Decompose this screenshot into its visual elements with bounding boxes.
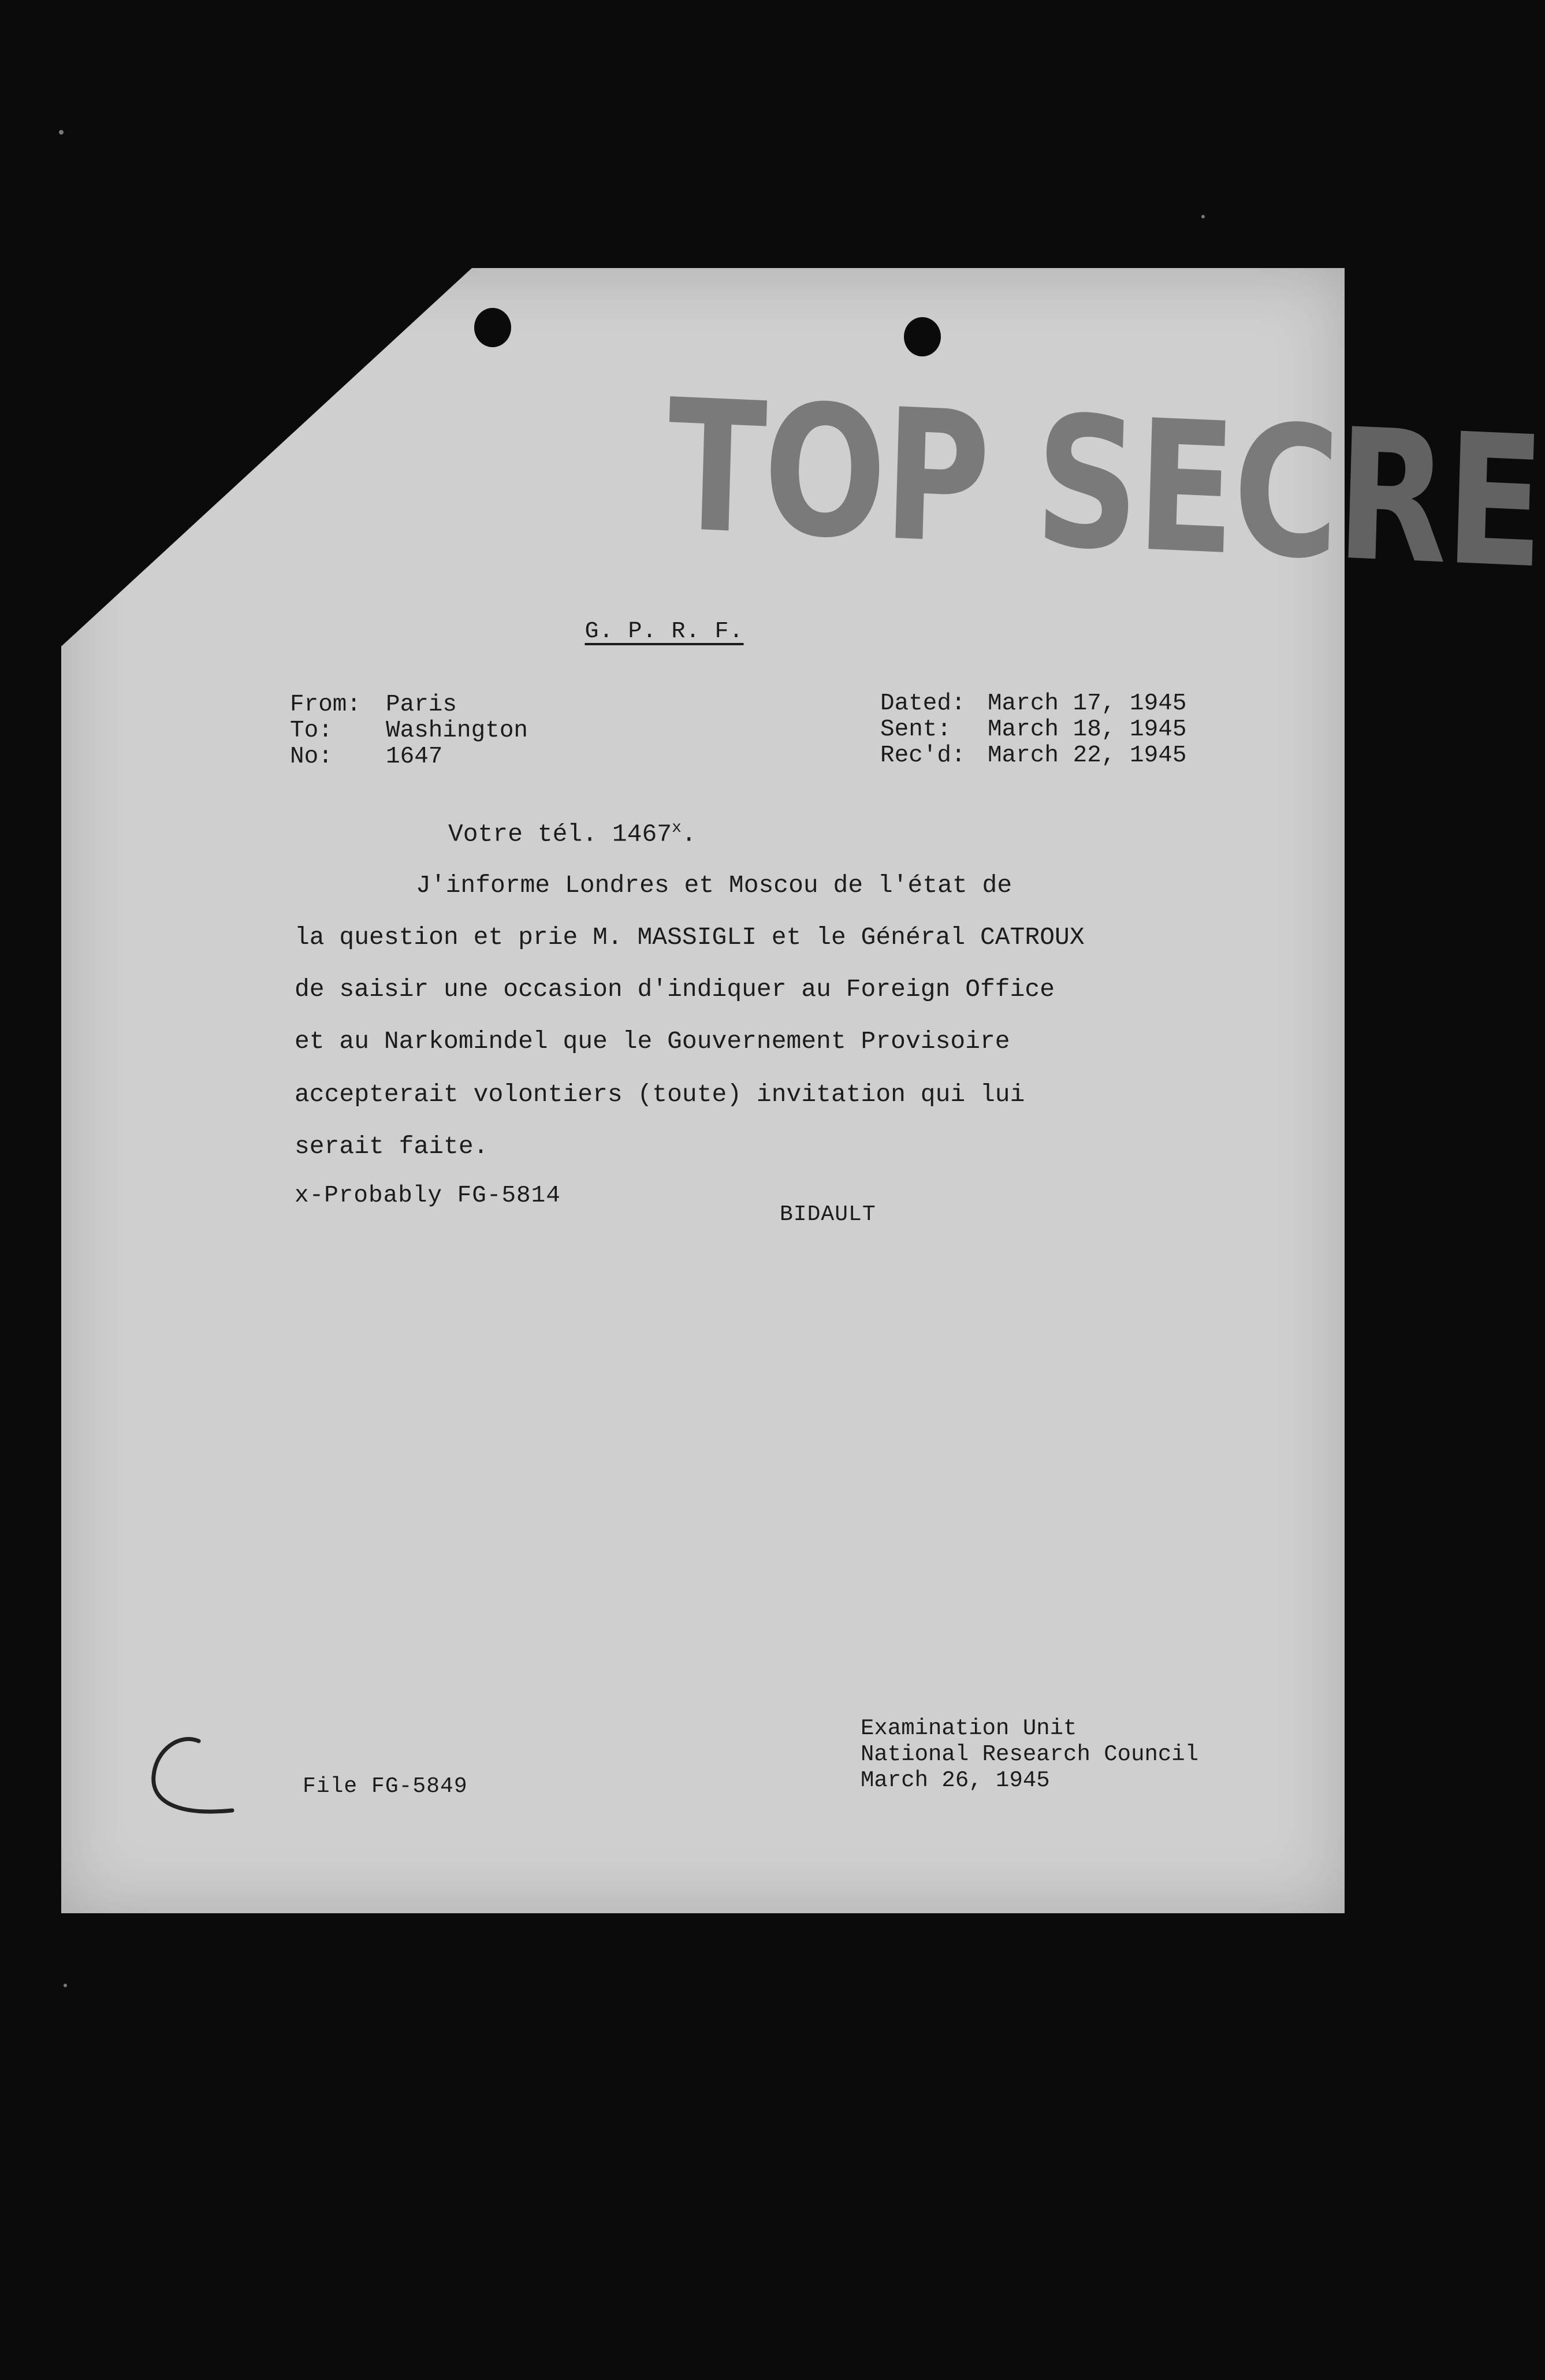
to-row [290,718,528,744]
received-row [880,743,1186,769]
handwritten-c-mark [146,1734,244,1821]
signature: BIDAULT [780,1202,876,1227]
body-line: serait faite. [295,1132,489,1161]
body-line: de saisir une occasion d'indiquer au Foreign Office [295,975,1055,1003]
dated-row [880,691,1186,717]
punch-hole [474,308,511,347]
to-value: Washington [386,717,528,744]
unit-line: March 26, 1945 [861,1768,1050,1793]
from-label: From: [290,691,362,718]
body-line: et au Narkomindel que le Gouvernement Provisoire [295,1027,1010,1055]
received-label: Rec'd: [880,742,966,769]
body-line: accepterait volontiers (toute) invitation qui lui [295,1080,1025,1109]
footnote: x-Probably FG-5814 [295,1182,561,1209]
dated-value: March 17, 1945 [988,690,1187,717]
from-value: Paris [386,691,457,718]
number-label: No: [290,743,333,770]
reference-line [448,819,697,848]
body-line: J'informe Londres et Moscou de l'état de [416,871,1012,899]
header-title: G. P. R. F. [585,619,744,645]
handwritten-c-stroke [154,1739,232,1812]
dates-block [880,691,1186,769]
scan-speck [64,1984,67,1987]
punch-hole [904,317,941,356]
received-value: March 22, 1945 [988,742,1187,769]
examination-unit-block [861,1716,1198,1794]
body-line: la question et prie M. MASSIGLI et le Général CATROUX [295,923,1085,951]
scan-speck [1201,215,1205,218]
reference-end: . [681,820,697,849]
dated-label: Dated: [880,690,966,717]
reference-marker: x [672,819,682,837]
reference-text: Votre tél. 1467 [448,820,672,849]
unit-line: Examination Unit [861,1716,1077,1741]
sent-label: Sent: [880,716,952,743]
unit-line: National Research Council [861,1742,1199,1767]
sent-row [880,717,1186,743]
sent-value: March 18, 1945 [988,716,1187,743]
to-label: To: [290,717,333,744]
routing-block [290,692,528,770]
file-reference: File FG-5849 [303,1774,468,1799]
number-value: 1647 [386,743,443,770]
number-row [290,744,528,770]
top-secret-stamp: TOP SECRE [664,360,1545,609]
from-row [290,692,528,718]
scan-speck [59,130,64,135]
